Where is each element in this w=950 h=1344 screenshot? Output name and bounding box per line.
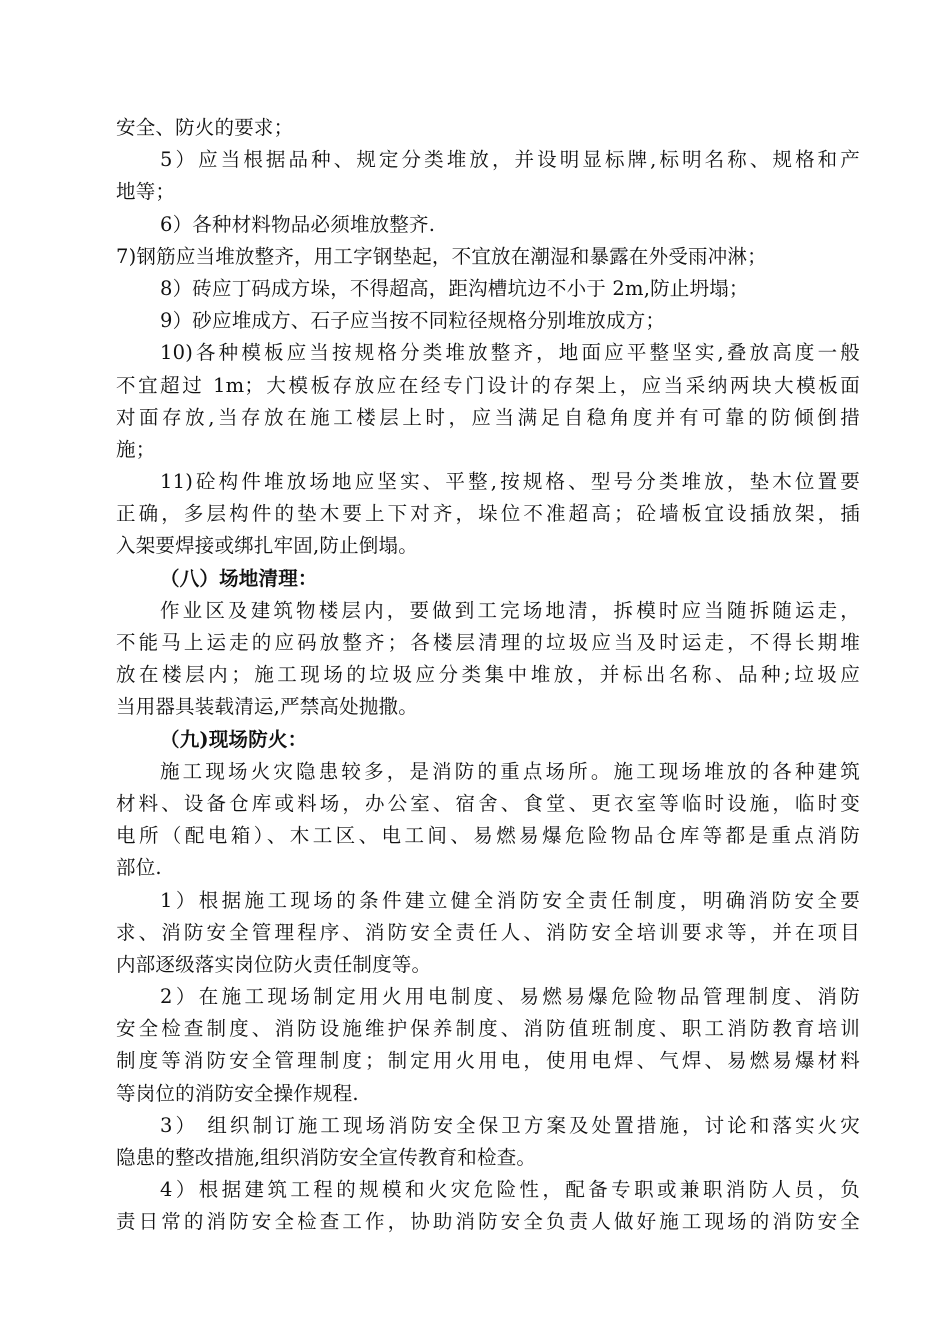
text-line: 求、消防安全管理程序、消防安全责任人、消防安全培训要求等，并在项目 <box>116 920 860 944</box>
text-line: 不宜超过 1m；大模板存放应在经专门设计的存架上，应当采纳两块大模板面 <box>116 373 860 397</box>
text-line: 放在楼层内；施工现场的垃圾应分类集中堆放，并标出名称、品种;垃圾应 <box>116 663 860 687</box>
text-line: 5）应当根据品种、规定分类堆放，并设明显标牌,标明名称、规格和产 <box>160 148 860 172</box>
text-line: 2）在施工现场制定用火用电制度、易燃易爆危险物品管理制度、消防 <box>160 985 860 1009</box>
text-line: 责日常的消防安全检查工作，协助消防安全负责人做好施工现场的消防安全 <box>116 1210 860 1234</box>
text-line: 正确，多层构件的垫木要上下对齐，垛位不准超高；砼墙板宜设插放架，插 <box>116 502 860 526</box>
text-line: 对面存放,当存放在施工楼层上时，应当满足自稳角度并有可靠的防倾倒措 <box>116 405 860 429</box>
text-line: 11)砼构件堆放场地应坚实、平整,按规格、型号分类堆放，垫木位置要 <box>160 470 860 494</box>
text-line: 施； <box>116 437 156 461</box>
text-line: 不能马上运走的应码放整齐；各楼层清理的垃圾应当及时运走，不得长期堆 <box>116 631 860 654</box>
text-line: 10)各种模板应当按规格分类堆放整齐，地面应平整坚实,叠放高度一般 <box>160 341 860 365</box>
text-line: 施工现场火灾隐患较多，是消防的重点场所。施工现场堆放的各种建筑 <box>160 759 860 783</box>
text-line: 等岗位的消防安全操作规程. <box>116 1081 359 1105</box>
text-line: 1）根据施工现场的条件建立健全消防安全责任制度，明确消防安全要 <box>160 888 860 912</box>
section-heading: （九)现场防火： <box>160 727 308 751</box>
text-line: 8）砖应丁码成方垛，不得超高，距沟槽坑边不小于 2m,防止坍塌； <box>160 276 749 300</box>
text-line: 入架要焊接或绑扎牢固,防止倒塌。 <box>116 534 418 558</box>
text-line: 当用器具装载清运,严禁高处抛撒。 <box>116 695 418 719</box>
text-line: 安全、防火的要求； <box>116 116 294 139</box>
text-line: 隐患的整改措施,组织消防安全宣传教育和检查。 <box>116 1146 537 1169</box>
text-line: 电所（配电箱）、木工区、电工间、易燃易爆危险物品仓库等都是重点消防 <box>116 824 860 848</box>
text-line: 材料、设备仓库或料场，办公室、宿舍、食堂、更衣室等临时设施，临时变 <box>116 791 860 815</box>
text-line: 安全检查制度、消防设施维护保养制度、消防值班制度、职工消防教育培训 <box>116 1017 860 1041</box>
text-line: 3） 组织制订施工现场消防安全保卫方案及处置措施，讨论和落实火灾 <box>160 1113 860 1137</box>
text-line: 7)钢筋应当堆放整齐，用工字钢垫起，不宜放在潮湿和暴露在外受雨冲淋； <box>116 244 767 268</box>
text-line: 4）根据建筑工程的规模和火灾危险性，配备专职或兼职消防人员，负 <box>160 1178 860 1202</box>
text-line: 9）砂应堆成方、石子应当按不同粒径规格分别堆放成方； <box>160 309 666 333</box>
text-line: 作业区及建筑物楼层内，要做到工完场地清，拆模时应当随拆随运走， <box>160 598 860 622</box>
text-line: 6）各种材料物品必须堆放整齐. <box>160 212 436 236</box>
text-line: 内部逐级落实岗位防火责任制度等。 <box>116 952 432 976</box>
text-line: 地等； <box>116 180 176 204</box>
text-line: 制度等消防安全管理制度；制定用火用电，使用电焊、气焊、易燃易爆材料 <box>116 1049 860 1073</box>
document-page <box>116 112 860 1239</box>
section-heading: （八）场地清理： <box>160 566 318 590</box>
text-line: 部位. <box>116 856 162 880</box>
